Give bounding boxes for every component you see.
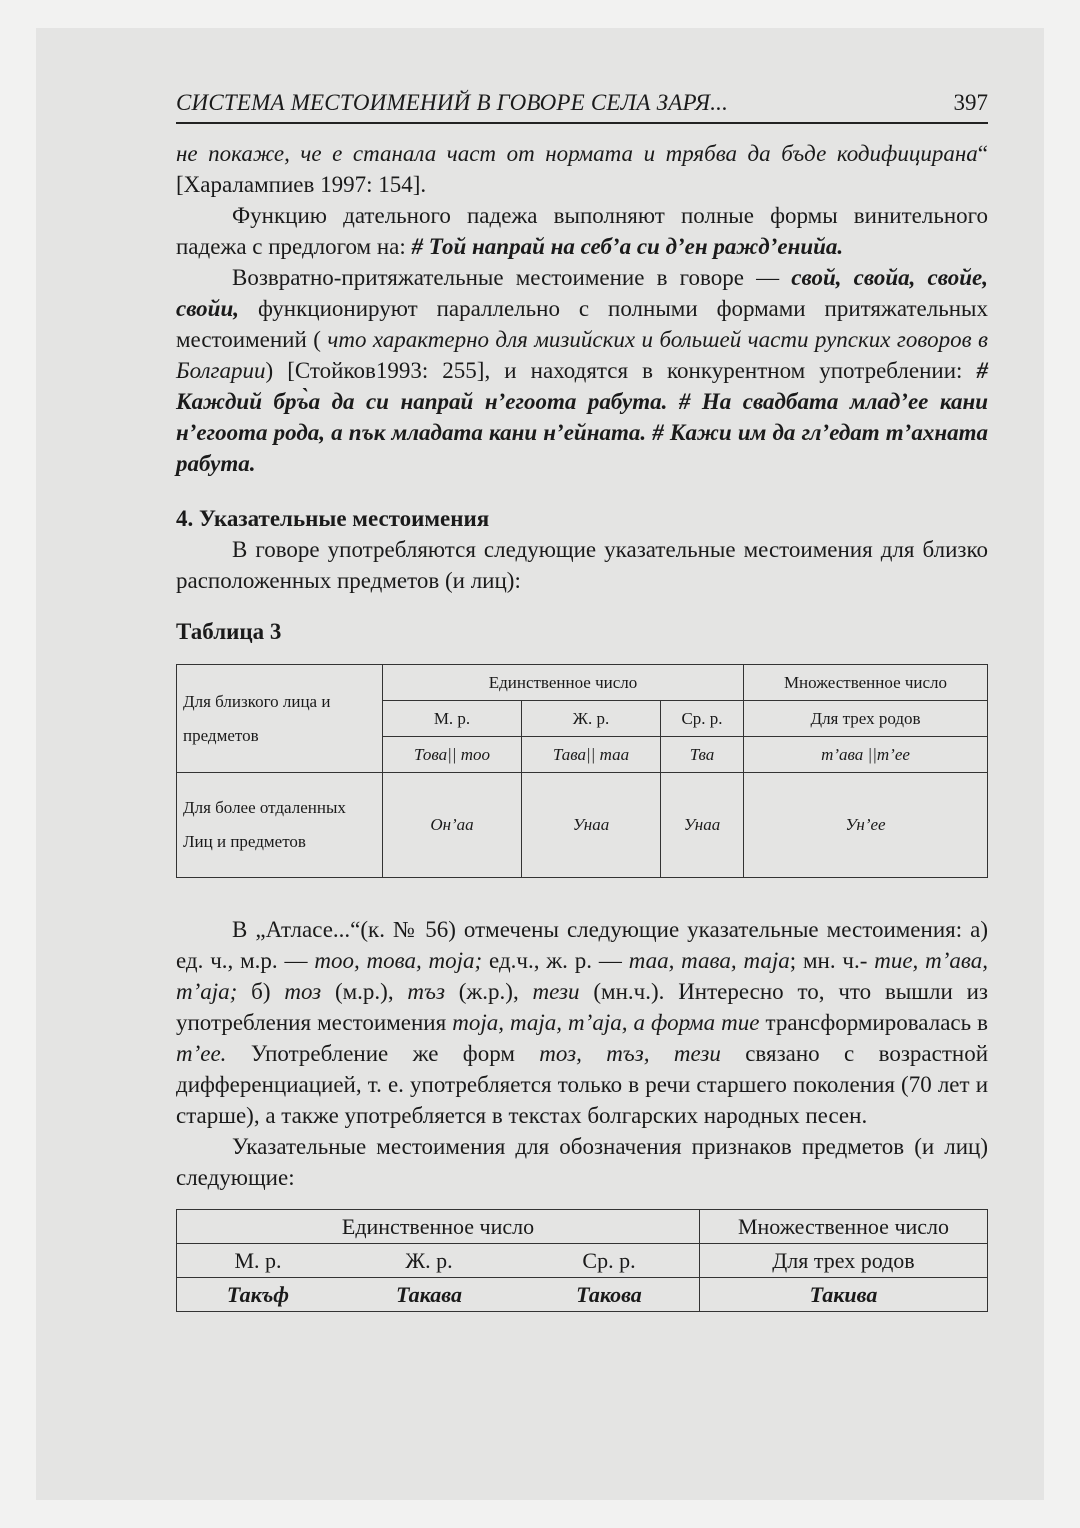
dative-example: # Той напрай на себ’а си д’ен ражд’енийа. (411, 234, 844, 259)
italic-form: тие, т’ава, т’аја; (176, 948, 988, 1004)
italic-form: таа, тава, таја (628, 948, 790, 973)
cell: Такова (519, 1278, 700, 1312)
cell: Тава|| таа (522, 737, 661, 773)
header-fem: Ж. р. (522, 701, 661, 737)
text-span: ед.ч., ж. р. — (482, 948, 629, 973)
paragraph-quote-end (176, 138, 988, 200)
header-neut: Ср. р. (519, 1244, 700, 1278)
text-span: трансформировалась в (759, 1010, 988, 1035)
table-row (177, 1278, 988, 1312)
text-span: (м.р.), (321, 979, 408, 1004)
cell: Унаа (661, 773, 744, 878)
example-sentence: # Каждий бръ̀а да си напрай н’егоота рабута. (176, 358, 988, 414)
row-label-far: Для более отдаленных Лиц и предметов (177, 773, 383, 878)
table-3 (176, 664, 988, 878)
table-4 (176, 1209, 988, 1312)
text-span: (ж.р.), (444, 979, 533, 1004)
italic-form: тоз, тъз, тези (539, 1041, 721, 1066)
table-row (177, 1210, 988, 1244)
cell: Такива (700, 1278, 988, 1312)
text-span: б) (237, 979, 285, 1004)
table-caption: Таблица 3 (176, 619, 282, 644)
example-sentence: # Кажи им да гл’едат т’ахната рабута. (176, 420, 988, 476)
section-heading: 4. Указательные местоимения (176, 506, 490, 531)
header-plural: Множественное число (744, 665, 988, 701)
header-masc: М. р. (383, 701, 522, 737)
paragraph-atlas (176, 914, 988, 1131)
italic-note: что характерно для мизийских и большей части рупских говоров в Болгарии (176, 327, 989, 383)
running-header (176, 90, 988, 124)
paragraph-section-intro: В говоре употребляются следующие указательные местоимения для близко расположенных предметов (и лиц): (176, 537, 988, 593)
text-span: Возвратно-притяжательные местоимение в говоре — (232, 265, 792, 290)
cell: Унаа (522, 773, 661, 878)
text-span: ; мн. ч.- (789, 948, 875, 973)
paragraph-qualitative: Указательные местоимения для обозначения признаков предметов (и лиц) следующие: (176, 1134, 988, 1190)
paragraph-reflexive (176, 262, 988, 479)
text-span: связано с возрастной дифференциацией, т. е. употребляется только в речи старшего поколения (70 лет и старше), а также употребляется в текстах болгарских народных песен. (176, 1041, 988, 1128)
header-neut: Ср. р. (661, 701, 744, 737)
quote-text: не покаже, че е станала част от нормата и трябва да бъде кодифицирана (176, 141, 978, 166)
text-span: Употребление же форм (226, 1041, 540, 1066)
italic-form: тези (532, 979, 580, 1004)
italic-form: тоо, това, тоја; (314, 948, 483, 973)
table-row (177, 1244, 988, 1278)
cell: Тва (661, 737, 744, 773)
text-span: функционируют параллельно с полными формами притяжательных местоимений ( (176, 296, 988, 352)
cell: Такава (339, 1278, 519, 1312)
header-fem: Ж. р. (339, 1244, 519, 1278)
italic-form: тоја, таја, т’аја, а форма тие (452, 1010, 760, 1035)
cell: Он’аа (383, 773, 522, 878)
row-label-near: Для близкого лица и предметов (177, 665, 383, 773)
header-masc: М. р. (177, 1244, 340, 1278)
cell: Това|| тоо (383, 737, 522, 773)
cell: т’ава ||т’ее (744, 737, 988, 773)
header-all-genders: Для трех родов (700, 1244, 988, 1278)
dative-text: Функцию дательного падежа выполняют полные формы винительного падежа с предлогом на: (176, 203, 988, 259)
table-row (177, 773, 988, 878)
quote-citation: “ [Харалампиев 1997: 154]. (176, 141, 988, 197)
italic-form: т’ее. (176, 1041, 227, 1066)
italic-form: тоз (284, 979, 322, 1004)
text-span: В „Атласе...“(к. № 56) отмечены следующие указательные местоимения: а) ед. ч., м.р. — (176, 917, 988, 973)
header-singular: Единственное число (383, 665, 744, 701)
page-scan (36, 28, 1044, 1500)
italic-form: тъз (407, 979, 445, 1004)
text-span: ) [Стойков1993: 255], и находятся в конкурентном употреблении: (265, 358, 977, 383)
example-sentence: # На свадбата млад’ее кани н’егоота рода, а пък младата кани н’ейната. (176, 389, 989, 445)
header-all-genders: Для трех родов (744, 701, 988, 737)
text-span: (мн.ч.). Интересно то, что вышли из употребления местоимения (176, 979, 988, 1035)
reflexive-forms: свой, свойа, свойе, свойи, (176, 265, 988, 321)
header-plural: Множественное число (700, 1210, 988, 1244)
paragraph-dative (176, 200, 988, 262)
page-number: 397 (953, 90, 988, 115)
header-singular: Единственное число (177, 1210, 700, 1244)
table-row (177, 665, 988, 701)
cell: Ун’ее (744, 773, 988, 878)
cell: Такъф (177, 1278, 340, 1312)
page-content (176, 90, 988, 1312)
running-title: СИСТЕМА МЕСТОИМЕНИЙ В ГОВОРЕ СЕЛА ЗАРЯ... (176, 90, 729, 115)
